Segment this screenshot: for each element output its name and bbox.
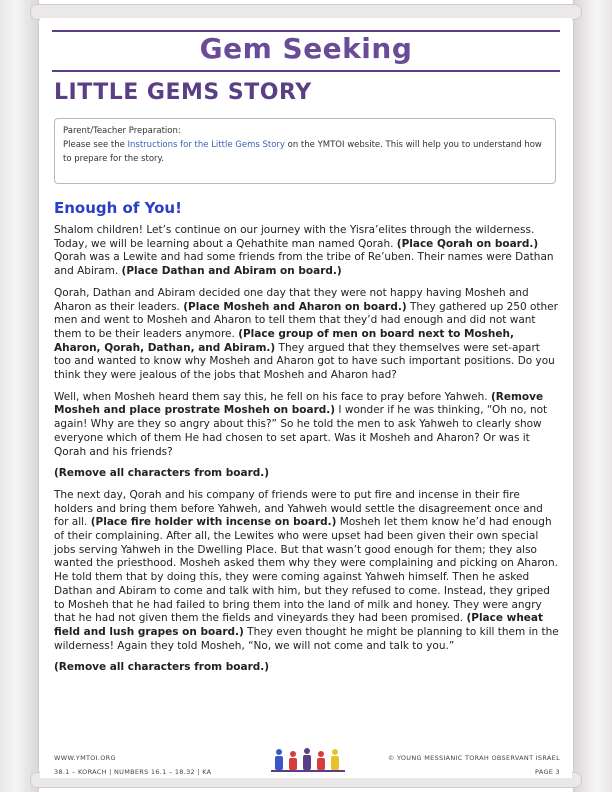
story-text: They argued that they themselves were set-apart too and wanted to know why Mosheh and Aharon got to have such important positions. Do you think they were jealous of the jobs that Mosheh and Aharon had? <box>54 341 555 382</box>
story-text: Well, when Mosheh heard them say this, he fell on his face to pray before Yahweh. <box>54 390 491 403</box>
story-paragraph <box>54 467 560 481</box>
story-text: The next day, Qorah and his company of friends were to put fire and incense in their fire holders and bring them before Yahweh, and Yahweh would settle the disagreement once and for all. <box>54 488 543 529</box>
story-paragraph <box>54 224 560 279</box>
preparation-text-before: Please see the <box>63 140 128 150</box>
stage-direction: (Place Qorah on board.) <box>396 237 539 250</box>
stage-direction: (Place Dathan and Abiram on board.) <box>121 265 342 278</box>
preparation-text <box>63 138 547 166</box>
footer-page-number: PAGE 3 <box>535 768 560 776</box>
preparation-box <box>54 118 556 184</box>
story-paragraph <box>54 661 560 675</box>
stage-direction: (Remove all characters from board.) <box>54 661 270 674</box>
stage-direction: (Place wheat field and lush grapes on board.) <box>54 612 544 638</box>
story-text: Qorah was a Lewite and had some friends from the tribe of Re’uben. Their names were Dathan and Abiram. <box>54 251 554 278</box>
story-paragraph <box>54 391 560 460</box>
story-text: They gathered up 250 other men and went to Mosheh and Aharon to tell them that they’d had enough and did not want them to be their leaders anymore. <box>54 300 558 340</box>
story-paragraph <box>54 489 560 653</box>
ymtoi-logo-icon <box>269 746 349 776</box>
stage-direction: (Place fire holder with incense on board.) <box>90 516 337 529</box>
stage-direction: (Remove all characters from board.) <box>54 467 270 480</box>
stage-direction: (Remove Mosheh and place prostrate Mosheh on board.) <box>54 390 544 417</box>
instructions-link[interactable]: Instructions for the Little Gems Story <box>127 140 285 150</box>
story-title: Enough of You! <box>54 199 182 217</box>
preparation-heading: Parent/Teacher Preparation: <box>63 126 181 136</box>
stage-direction: (Place Mosheh and Aharon on board.) <box>183 300 407 313</box>
scroll-left-border <box>0 0 39 792</box>
story-text: Mosheh let them know he’d had enough of their complaining. After all, the Lewites who were upset had been given their own special jobs serving Yahweh in the Dwelling Place. But that wasn’t good enough for them; they also wanted the priesthood. Mosheh asked them why they were complaining and picking on Aharon. He told them that by doing this, they were coming against Yahweh himself. Then he asked Dathan and Abiram to come and talk with him, but they refused to come. Instead, they griped to Mosheh that he had failed to bring them into the land of milk and honey. They were angry that he had not given them the fields and vineyards they had been promised. <box>54 516 558 625</box>
story-text: Qorah, Dathan and Abiram decided one day that they were not happy having Mosheh and Aharon as their leaders. <box>54 286 529 313</box>
section-title: LITTLE GEMS STORY <box>54 80 312 105</box>
header-rule-bottom <box>52 70 560 72</box>
preparation-text-after: on the YMTOI website. This will help you to understand how to prepare for the story. <box>63 140 542 164</box>
footer-copyright: © YOUNG MESSIANIC TORAH OBSERVANT ISRAEL <box>387 754 560 762</box>
banner-title: Gem Seeking <box>199 32 413 65</box>
footer-url: WWW.YMTOI.ORG <box>54 754 116 762</box>
story-body <box>54 224 560 683</box>
footer-reference: 38.1 – KORACH | NUMBERS 16.1 – 18.32 | KA <box>54 768 212 776</box>
story-paragraph <box>54 287 560 383</box>
page <box>40 18 572 778</box>
stage-direction: (Place group of men on board next to Mosheh, Aharon, Qorah, Dathan, and Abiram.) <box>54 327 514 354</box>
story-text: Shalom children! Let’s continue on our journey with the Yisra’elites through the wilderness. Today, we will be learning about a Qehathite man named Qorah. <box>54 224 535 250</box>
story-text: I wonder if he was thinking, “Oh no, not again! Why are they so angry about this?” So he told the men to ask Yahweh to clearly show everyone which of them He had chosen to set apart. Was it Mosheh and Aharon? Or was it Qorah and his friends? <box>54 404 548 458</box>
story-text: They even thought he might be planning to kill them in the wilderness! Again they told Mosheh, “No, we will not come and talk to you.” <box>54 625 559 652</box>
scroll-right-border <box>573 0 612 792</box>
footer <box>54 740 560 780</box>
